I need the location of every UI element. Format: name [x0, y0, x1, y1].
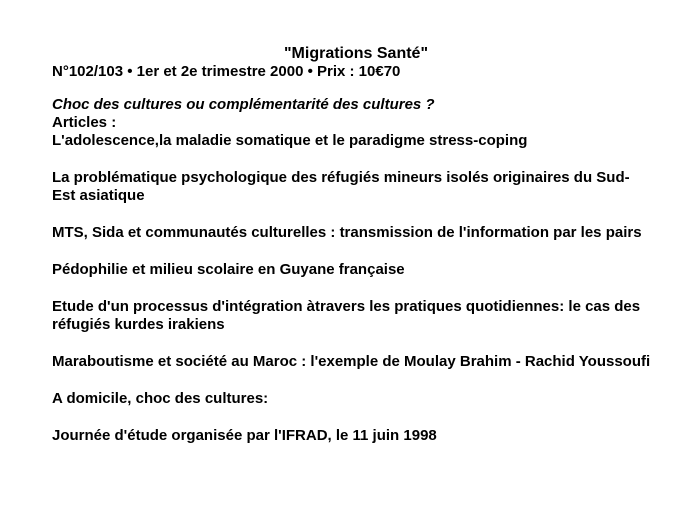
article-item: Maraboutisme et société au Maroc : l'exemple de Moulay Brahim - Rachid Youssoufi [52, 353, 651, 370]
section-heading: A domicile, choc des cultures: [52, 390, 269, 407]
issue-theme: Choc des cultures ou complémentarité des cultures ? [52, 96, 435, 113]
articles-label: Articles : [52, 114, 117, 131]
article-item: Pédophilie et milieu scolaire en Guyane française [52, 261, 405, 278]
article-item: La problématique psychologique des réfugiés mineurs isolés originaires du Sud-Est asiatique [52, 169, 630, 204]
section-note: Journée d'étude organisée par l'IFRAD, le 11 juin 1998 [52, 427, 437, 444]
document-body [52, 44, 652, 464]
issue-line: N°102/103 • 1er et 2e trimestre 2000 • Prix : 10€70 [52, 63, 401, 80]
article-item: L'adolescence,la maladie somatique et le paradigme stress-coping [52, 132, 528, 149]
article-item: Etude d'un processus d'intégration àtravers les pratiques quotidiennes: le cas des réfugiés kurdes irakiens [52, 298, 641, 333]
article-item: MTS, Sida et communautés culturelles : transmission de l'information par les pairs [52, 224, 642, 241]
document-title: "Migrations Santé" [283, 45, 429, 62]
